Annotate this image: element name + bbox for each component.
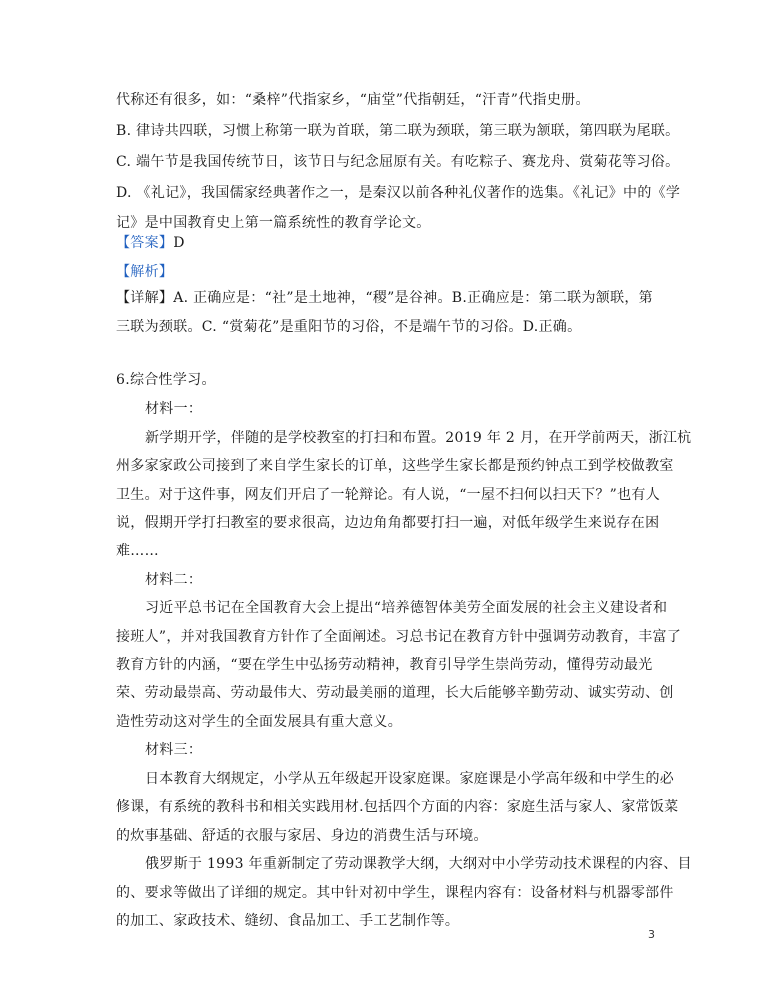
answer-tag: 【答案】	[116, 235, 174, 251]
material2-line: 荣、劳动最崇高、劳动最伟大、劳动最美丽的道理，长大后能够辛勤劳动、诚实劳动、创	[116, 685, 674, 701]
material1-line: 新学期开学，伴随的是学校教室的打扫和布置。2019 年 2 月，在开学前两天，浙江杭	[145, 430, 692, 446]
material3-label: 材料三：	[145, 742, 203, 758]
material1-line: 难……	[116, 543, 159, 559]
material3-line: 的加工、家政技术、缝纫、食品加工、手工艺制作等。	[116, 913, 460, 929]
answer-value: D	[173, 235, 185, 251]
material2-line: 教育方针的内涵，“要在学生中弘扬劳动精神，教育引导学生崇尚劳动，懂得劳动最光	[116, 657, 653, 673]
answer-line	[116, 233, 185, 253]
material3-line: 俄罗斯于 1993 年重新制定了劳动课教学大纲，大纲对中小学劳动技术课程的内容、目	[145, 856, 692, 872]
option-c: C. 端午节是我国传统节日，该节日与纪念屈原有关。有吃粽子、赛龙舟、赏菊花等习俗。	[116, 154, 680, 170]
material3-line: 的、要求等做出了详细的规定。其中针对初中学生，课程内容有：设备材料与机器零部件	[116, 885, 674, 901]
text-line: 代称还有很多，如：“桑梓”代指家乡，“庙堂”代指朝廷，“汗青”代指史册。	[116, 92, 590, 108]
analysis-tag: 【解析】	[116, 264, 174, 280]
material2-line: 造性劳动这对学生的全面发展具有重大意义。	[116, 714, 402, 730]
page-number: 3	[648, 928, 655, 941]
question-title: 6.综合性学习。	[116, 372, 216, 388]
material2-label: 材料二：	[145, 572, 203, 588]
material3-line: 的炊事基础、舒适的衣服与家居、身边的消费生活与环境。	[116, 828, 488, 844]
detail-line: 【详解】A. 正确应是：“社”是土地神，“稷”是谷神。B.正确应是：第二联为颔联，第	[116, 290, 653, 306]
material1-line: 说，假期开学打扫教室的要求很高，边边角角都要打扫一遍，对低年级学生来说存在困	[116, 515, 660, 531]
material3-line: 日本教育大纲规定，小学从五年级起开设家庭课。家庭课是小学高年级和中学生的必	[145, 771, 675, 787]
material1-line: 州多家家政公司接到了来自学生家长的订单，这些学生家长都是预约钟点工到学校做教室	[116, 458, 674, 474]
option-d: D. 《礼记》，我国儒家经典著作之一，是秦汉以前各种礼仪著作的选集。《礼记》中的《学	[116, 185, 681, 201]
option-b: B. 律诗共四联，习惯上称第一联为首联，第二联为颈联，第三联为颔联，第四联为尾联。	[116, 123, 680, 139]
material2-line: 接班人”，并对我国教育方针作了全面阐述。习总书记在教育方针中强调劳动教育，丰富了	[116, 629, 682, 645]
text-line: 记》是中国教育史上第一篇系统性的教育学论文。	[116, 215, 431, 231]
material1-line: 卫生。对于这件事，网友们开启了一轮辩论。有人说，“一屋不扫何以扫天下？”也有人	[116, 487, 661, 503]
material3-line: 修课，有系统的教科书和相关实践用材.包括四个方面的内容：家庭生活与家人、家常饭菜	[116, 799, 679, 815]
detail-line: 三联为颈联。C. “赏菊花”是重阳节的习俗，不是端午节的习俗。D.正确。	[116, 319, 582, 335]
material1-label: 材料一：	[145, 401, 203, 417]
material2-line: 习近平总书记在全国教育大会上提出“培养德智体美劳全面发展的社会主义建设者和	[145, 600, 668, 616]
